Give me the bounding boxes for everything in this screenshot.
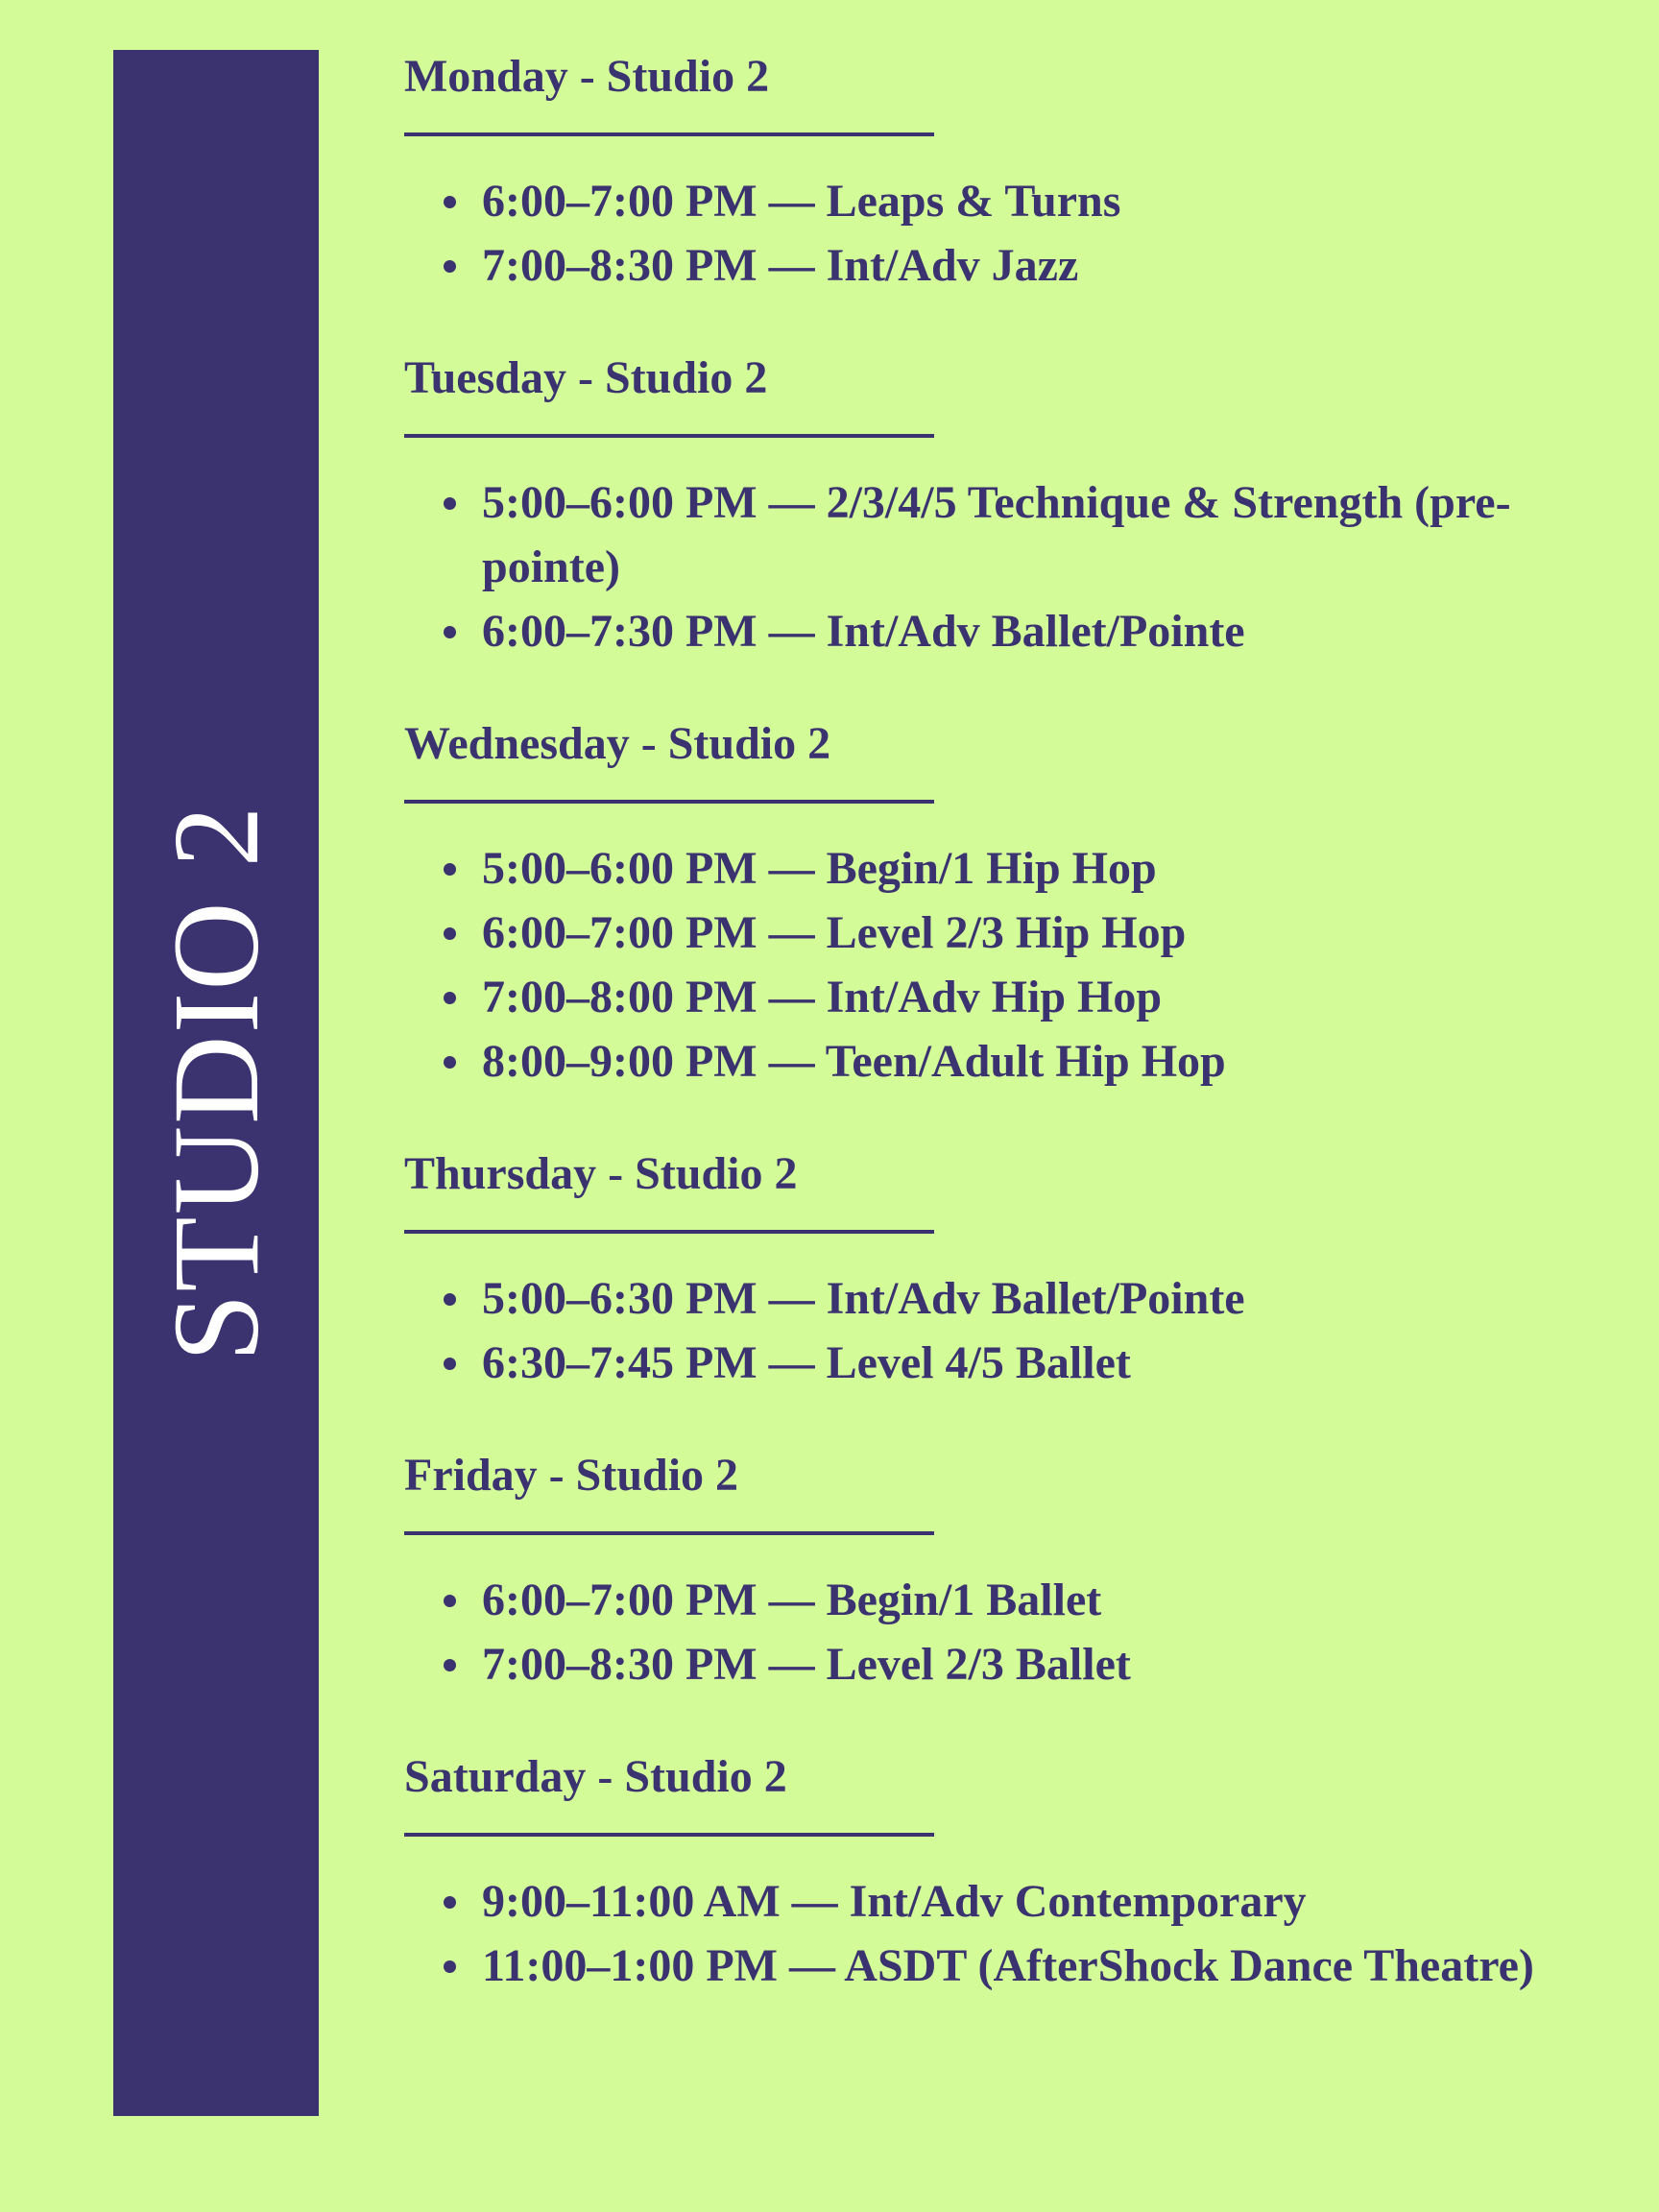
class-text: 5:00–6:00 PM — Begin/1 Hip Hop [482,843,1157,894]
side-banner [113,50,319,2116]
day-block-thursday [404,1140,1623,1395]
class-text: 5:00–6:00 PM — 2/3/4/5 Technique & Strength (pre-pointe) [482,477,1511,592]
bullet-icon [444,260,456,273]
heading-divider [404,132,934,136]
class-list [404,1266,1623,1395]
bullet-icon [444,1358,456,1370]
class-text: 5:00–6:30 PM — Int/Adv Ballet/Pointe [482,1273,1245,1324]
day-heading: Monday - Studio 2 [404,51,770,102]
class-item [404,1266,1556,1331]
day-block-saturday [404,1743,1623,1998]
class-item [404,836,1556,901]
class-text: 7:00–8:30 PM — Level 2/3 Ballet [482,1639,1131,1690]
class-item [404,965,1556,1029]
class-text: 7:00–8:30 PM — Int/Adv Jazz [482,240,1079,291]
bullet-icon [444,1659,456,1671]
class-item [404,901,1556,965]
class-item [404,1568,1556,1632]
bullet-icon [444,196,456,208]
day-heading: Thursday - Studio 2 [404,1148,798,1199]
class-list [404,836,1623,1094]
day-heading: Wednesday - Studio 2 [404,718,831,769]
day-block-friday [404,1441,1623,1696]
day-block-wednesday [404,709,1623,1094]
heading-divider [404,1833,934,1837]
class-item [404,169,1556,233]
class-text: 7:00–8:00 PM — Int/Adv Hip Hop [482,972,1163,1022]
class-item [404,1934,1556,1998]
bullet-icon [444,992,456,1004]
bullet-icon [444,1960,456,1973]
class-list [404,1869,1623,1998]
day-block-monday [404,42,1623,298]
banner-title: STUDIO 2 [148,804,284,1362]
class-text: 6:00–7:00 PM — Leaps & Turns [482,176,1121,227]
bullet-icon [444,863,456,876]
bullet-icon [444,927,456,940]
day-heading: Tuesday - Studio 2 [404,352,768,403]
bullet-icon [444,1896,456,1909]
heading-divider [404,1230,934,1234]
class-text: 8:00–9:00 PM — Teen/Adult Hip Hop [482,1036,1226,1087]
class-text: 6:30–7:45 PM — Level 4/5 Ballet [482,1337,1131,1388]
class-item [404,599,1556,663]
bullet-icon [444,1056,456,1069]
class-list [404,470,1623,663]
heading-divider [404,434,934,438]
class-text: 11:00–1:00 PM — ASDT (AfterShock Dance Theatre) [482,1940,1534,1991]
bullet-icon [444,1293,456,1306]
day-heading: Saturday - Studio 2 [404,1751,787,1802]
class-text: 6:00–7:00 PM — Level 2/3 Hip Hop [482,907,1187,958]
bullet-icon [444,497,456,510]
bullet-icon [444,1595,456,1607]
class-item [404,1029,1556,1094]
class-list [404,1568,1623,1696]
heading-divider [404,800,934,804]
class-item [404,470,1556,599]
class-text: 6:00–7:00 PM — Begin/1 Ballet [482,1575,1102,1625]
day-block-tuesday [404,344,1623,663]
class-item [404,1331,1556,1395]
class-list [404,169,1623,298]
class-text: 6:00–7:30 PM — Int/Adv Ballet/Pointe [482,606,1245,657]
class-item [404,233,1556,298]
heading-divider [404,1531,934,1535]
bullet-icon [444,626,456,638]
weekly-schedule [404,42,1623,2044]
class-text: 9:00–11:00 AM — Int/Adv Contemporary [482,1876,1307,1927]
class-item [404,1632,1556,1696]
class-item [404,1869,1556,1934]
day-heading: Friday - Studio 2 [404,1450,739,1501]
